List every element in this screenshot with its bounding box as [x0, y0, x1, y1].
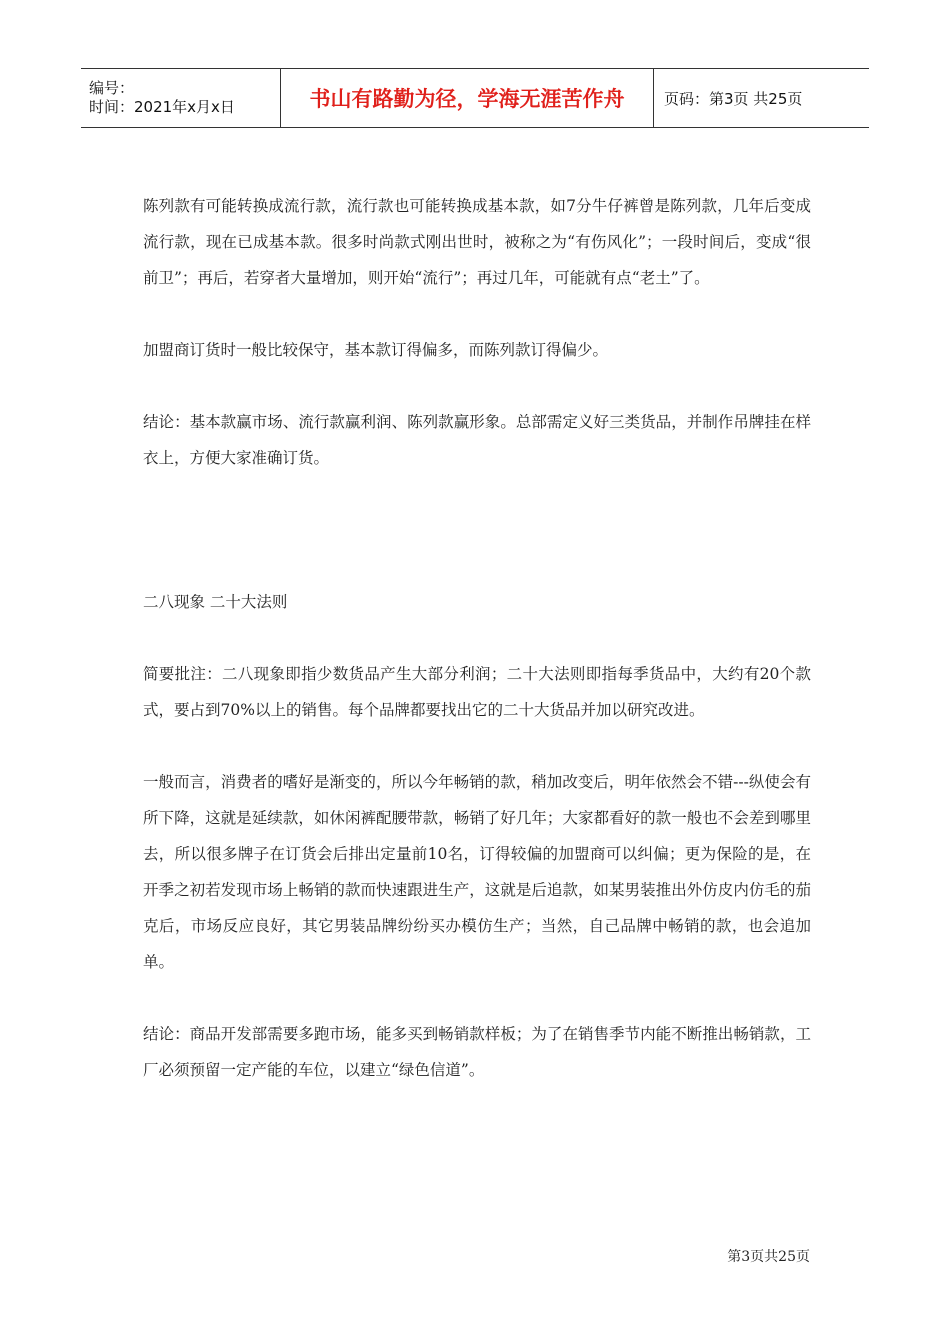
header-meta [81, 69, 281, 127]
document-body [143, 188, 811, 1124]
header-motto [281, 69, 654, 127]
paragraph-5: 一般而言，消费者的嗜好是渐变的，所以今年畅销的款，稍加改变后，明年依然会不错---纵使会有所下降，这就是延续款，如休闲裤配腰带款，畅销了好几年；大家都看好的款一般也不会差到哪里去，所以很多牌子在订货会后排出定量前10名，订得较偏的加盟商可以纠偏；更为保险的是，在开季之初若发现市场上畅销的款而快速跟进生产，这就是后追款，如某男装推出外仿皮内仿毛的茄克后，市场反应良好，其它男装品牌纷纷买办模仿生产；当然，自己品牌中畅销的款，也会追加单。 [143, 773, 811, 971]
paragraph-2: 加盟商订货时一般比较保守，基本款订得偏多，而陈列款订得偏少。 [143, 341, 609, 359]
page-info-text: 页码：第3页 共25页 [664, 89, 803, 108]
paragraph-6: 结论：商品开发部需要多跑市场，能多买到畅销款样板；为了在销售季节内能不断推出畅销款，工厂必须预留一定产能的车位，以建立“绿色信道”。 [143, 1025, 811, 1079]
paragraph-3: 结论：基本款赢市场、流行款赢利润、陈列款赢形象。总部需定义好三类货品，并制作吊牌挂在样衣上，方便大家准确订货。 [143, 413, 811, 467]
paragraph-4: 简要批注：二八现象即指少数货品产生大部分利润；二十大法则即指每季货品中，大约有20个款式，要占到70%以上的销售。每个品牌都要找出它的二十大货品并加以研究改进。 [143, 665, 811, 719]
header-page-info [654, 69, 869, 127]
motto-text: 书山有路勤为径，学海无涯苦作舟 [309, 87, 625, 111]
number-label: 编号： [89, 79, 135, 97]
page-footer [690, 1246, 810, 1266]
paragraph-1: 陈列款有可能转换成流行款，流行款也可能转换成基本款，如7分牛仔裤曾是陈列款，几年后变成流行款，现在已成基本款。很多时尚款式刚出世时，被称之为“有伤风化”；一段时间后，变成“很前卫”；再后，若穿者大量增加，则开始“流行”；再过几年，可能就有点“老土”了。 [143, 197, 811, 287]
section-heading: 二八现象 二十大法则 [143, 593, 288, 611]
section-gap [143, 512, 811, 584]
time-label: 时间：2021年x月x日 [89, 98, 235, 116]
footer-page-number: 第3页共25页 [727, 1249, 810, 1265]
document-header [81, 68, 869, 128]
